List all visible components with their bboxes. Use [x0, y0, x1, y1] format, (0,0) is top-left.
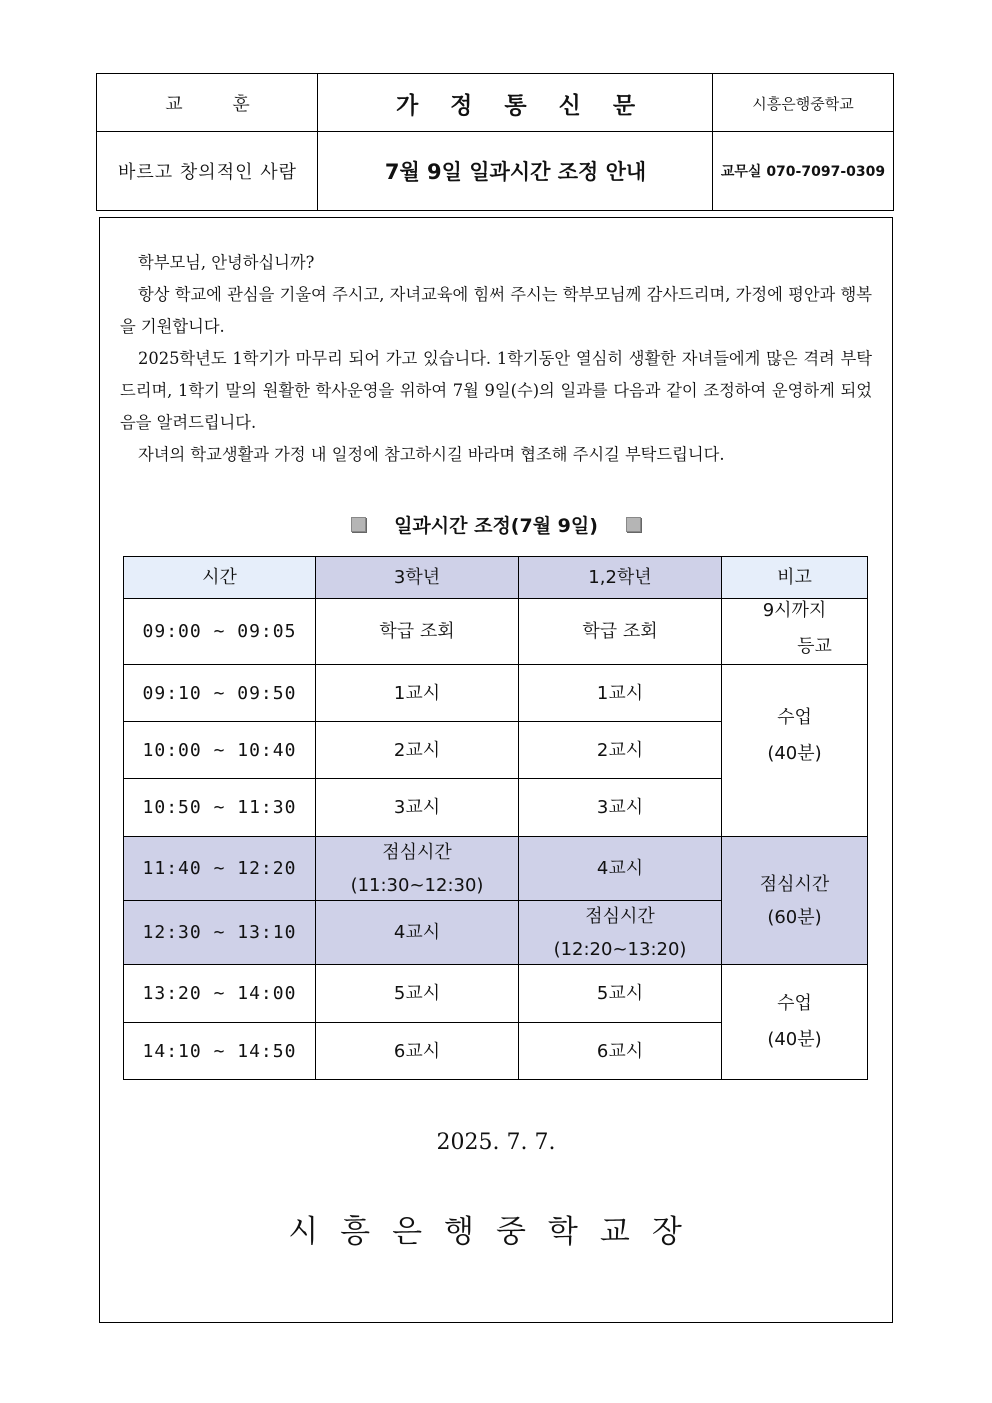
grade3-cell: 6교시 — [315, 1022, 519, 1080]
grade12-cell: 학급 조회 — [518, 598, 722, 665]
note-class-period — [721, 964, 868, 1080]
schedule-title — [120, 508, 872, 540]
note-lunch-line2: (60분) — [767, 906, 822, 928]
grade3-cell: 학급 조회 — [315, 598, 519, 665]
motto-label: 교 훈 — [165, 94, 272, 115]
header-divider — [712, 74, 713, 210]
time-cell: 09:00 ~ 09:05 — [123, 598, 316, 665]
letter-body — [120, 247, 872, 471]
time-cell: 09:10 ~ 09:50 — [123, 664, 316, 722]
grade12-cell: 1교시 — [518, 664, 722, 722]
school-motto: 바르고 창의적인 사람 — [118, 162, 297, 183]
issue-date: 2025. 7. 7. — [436, 1130, 556, 1155]
greeting: 학부모님, 안녕하십니까? — [138, 253, 315, 272]
document-title: 가 정 통 신 문 — [395, 92, 648, 119]
lunch-time: (11:30~12:30) — [350, 874, 484, 896]
paragraph-thanks: 항상 학교에 관심을 기울여 주시고, 자녀교육에 힘써 주시는 학부모님께 감사드리며, 가정에 평안과 행복을 기원합니다. — [120, 285, 872, 336]
schedule-table — [123, 556, 868, 1080]
grade3-cell: 3교시 — [315, 778, 519, 837]
grade3-cell: 5교시 — [315, 964, 519, 1023]
note-class-line1: 수업 — [777, 993, 812, 1014]
square-bullet-icon — [626, 517, 641, 532]
header-table — [96, 73, 894, 211]
grade3-cell: 4교시 — [315, 900, 519, 965]
time-cell: 13:20 ~ 14:00 — [123, 964, 316, 1023]
note-lunch — [721, 836, 868, 965]
note-arrival-line1: 9시까지 — [762, 599, 827, 621]
time-cell: 10:50 ~ 11:30 — [123, 778, 316, 837]
grade12-cell: 5교시 — [518, 964, 722, 1023]
grade12-cell: 3교시 — [518, 778, 722, 837]
lunch-label: 점심시간 — [585, 905, 655, 927]
schedule-title-text: 일과시간 조정(7월 9일) — [394, 514, 598, 537]
note-arrival-line2: 등교 — [797, 635, 832, 657]
time-cell: 10:00 ~ 10:40 — [123, 721, 316, 779]
lunch-label: 점심시간 — [382, 841, 452, 863]
grade3-cell: 2교시 — [315, 721, 519, 779]
paragraph-notice: 2025학년도 1학기가 마무리 되어 가고 있습니다. 1학기동안 열심히 생활한 자녀들에게 많은 격려 부탁드리며, 1학기 말의 원활한 학사운영을 위하여 7월 9일(수)의 일과를 다음과 같이 조정하여 운영하게 되었음을 알려드립니다. — [120, 349, 872, 432]
header-note: 비고 — [721, 556, 868, 599]
grade12-cell: 4교시 — [518, 836, 722, 901]
document-subtitle: 7월 9일 일과시간 조정 안내 — [384, 160, 647, 184]
grade12-cell: 6교시 — [518, 1022, 722, 1080]
note-arrival — [721, 598, 868, 665]
time-cell: 14:10 ~ 14:50 — [123, 1022, 316, 1080]
note-class-line2: (40분) — [767, 1029, 822, 1050]
time-cell: 11:40 ~ 12:20 — [123, 836, 316, 901]
lunch-time: (12:20~13:20) — [553, 938, 687, 960]
office-phone: 교무실 070-7097-0309 — [720, 164, 886, 180]
principal-signature: 시흥은행중학교장 — [288, 1214, 704, 1250]
note-lunch-line1: 점심시간 — [759, 873, 830, 895]
header-time: 시간 — [123, 556, 316, 599]
note-class-line2: (40분) — [767, 742, 822, 764]
paragraph-request: 자녀의 학교생활과 가정 내 일정에 참고하시길 바라며 협조해 주시길 부탁드립니다. — [138, 445, 725, 464]
note-class-line1: 수업 — [777, 706, 812, 728]
square-bullet-icon — [351, 517, 366, 532]
grade3-cell: 1교시 — [315, 664, 519, 722]
note-class-period — [721, 664, 868, 837]
grade12-lunch-cell — [518, 900, 722, 965]
time-cell: 12:30 ~ 13:10 — [123, 900, 316, 965]
grade12-cell: 2교시 — [518, 721, 722, 779]
header-divider — [317, 74, 318, 210]
school-name: 시흥은행중학교 — [752, 94, 854, 113]
header-divider — [97, 131, 893, 132]
grade3-lunch-cell — [315, 836, 519, 901]
header-grade12: 1,2학년 — [518, 556, 722, 599]
header-grade3: 3학년 — [315, 556, 519, 599]
